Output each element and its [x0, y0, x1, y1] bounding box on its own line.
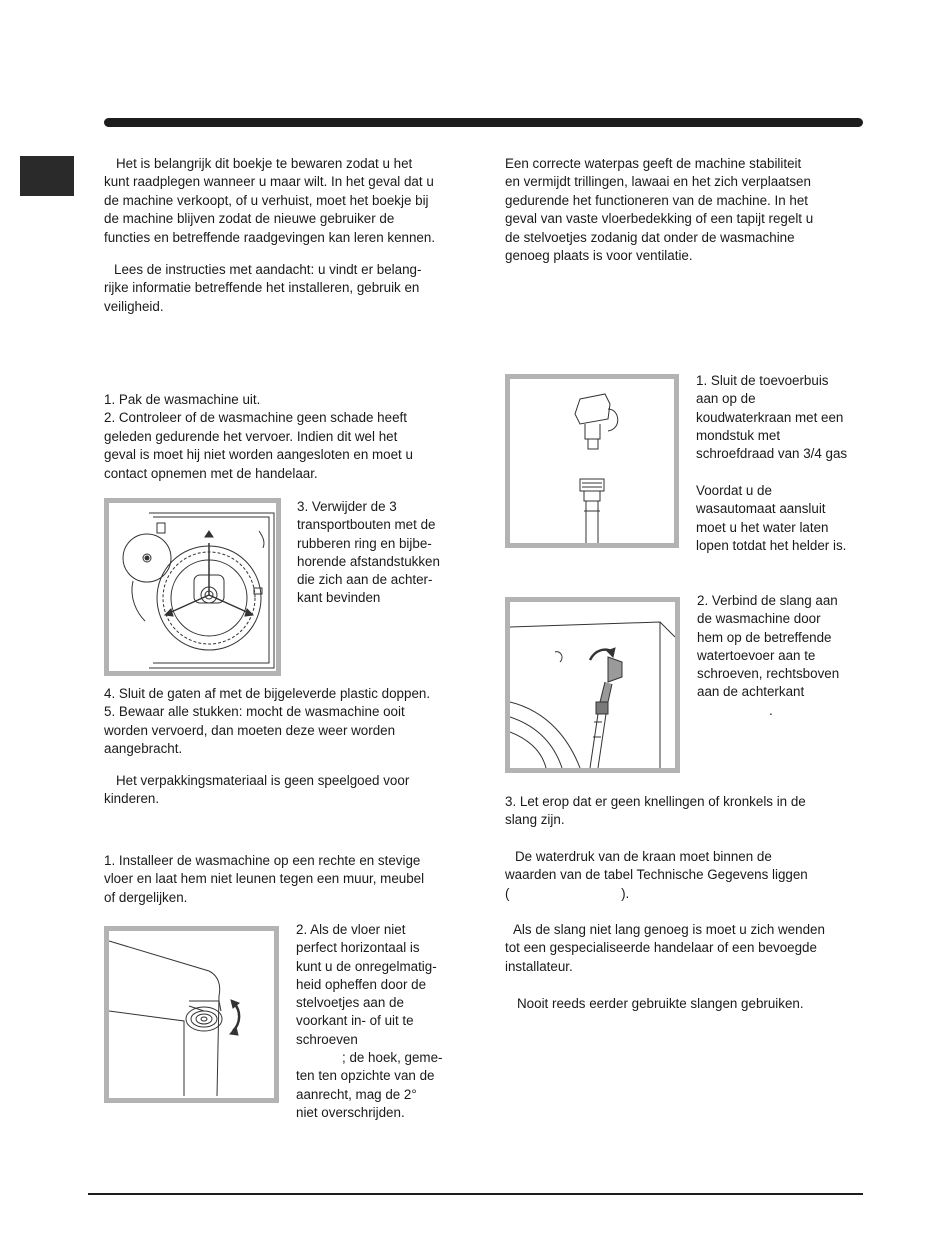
packaging-warning: Het verpakkingsmateriaal is geen speelgoed voor kinderen.	[104, 773, 410, 807]
tap-connector-figure	[505, 374, 679, 548]
language-tab-marker	[20, 156, 74, 196]
intro-paragraph-2: Lees de instructies met aandacht: u vindt er belang- rijke informatie betreffende het installeren, gebruik en veiligheid.	[104, 262, 422, 314]
rear-view-figure	[104, 498, 281, 676]
intro-paragraph-1: Het is belangrijk dit boekje te bewaren zodat u het kunt raadplegen wanneer u maar wilt. In het geval dat u de machine verkoopt, of u verhuist, moet het boekje bij de machine blijven zodat de nieuwe gebruiker de functies en betreffende raadgevingen kan leren kennen.	[104, 156, 436, 245]
header-rule	[104, 118, 863, 127]
unpacking-steps: 1. Pak de wasmachine uit. 2. Controleer of de wasmachine geen schade heeft geleden gedurende het vervoer. Indien dit wel het geval is moet hij niet worden aangesloten en moet u contact opnemen met de handelaar.	[104, 392, 413, 481]
water-pressure-note: De waterdruk van de kraan moet binnen de waarden van de tabel Technische Gegevens liggen ( ).	[505, 849, 808, 901]
hose-connection-figure	[505, 597, 680, 773]
water-step-3: 3. Let erop dat er geen knellingen of kronkels in de slang zijn.	[505, 794, 806, 828]
tap-connector-illustration	[510, 379, 674, 543]
water-step-1: 1. Sluit de toevoerbuis aan op de koudwaterkraan met een mondstuk met schroefdraad van 3/4 gas	[696, 373, 848, 462]
used-hoses-warning: Nooit reeds eerder gebruikte slangen gebruiken.	[517, 996, 804, 1011]
steps-4-5: 4. Sluit de gaten af met de bijgeleverde plastic doppen. 5. Bewaar alle stukken: mocht de wasmachine ooit worden vervoerd, dan moeten deze weer worden aangebracht.	[104, 686, 431, 757]
water-step-2: 2. Verbind de slang aan de wasmachine door hem op de betreffende watertoevoer aan te schroeven, rechtsboven aan de achterkant .	[697, 593, 840, 718]
leveling-intro: Een correcte waterpas geeft de machine stabiliteit en vermijdt trillingen, lawaai en het zich verplaatsen gedurende het functioneren van de machine. In het geval van vaste vloerbedekking of een tapijt regelt u de stelvoetjes zodanig dat onder de wasmachine genoeg plaats is voor ventilatie.	[505, 156, 814, 264]
hose-length-note: Als de slang niet lang genoeg is moet u zich wenden tot een gespecialiseerde handelaar of een bevoegde installateur.	[505, 922, 825, 974]
adjustable-foot-figure	[104, 926, 279, 1103]
leveling-foot-illustration	[109, 931, 274, 1098]
step-3-remove-bolts: 3. Verwijder de 3 transportbouten met de rubberen ring en bijbe- horende afstandstukken die zich aan de achter- kant bevinden	[297, 499, 440, 606]
water-step-1-note: Voordat u de wasautomaat aansluit moet u het water laten lopen totdat het helder is.	[696, 483, 847, 553]
leveling-step-1: 1. Installeer de wasmachine op een rechte en stevige vloer en laat hem niet leunen tegen een muur, meubel of dergelijken.	[104, 853, 425, 905]
leveling-step-2: 2. Als de vloer niet perfect horizontaal is kunt u de onregelmatig- heid opheffen door de stelvoetjes aan de voorkant in- of uit te schroeven ; de hoek, geme- ten ten opzichte van de aanrecht, mag de 2° niet overschrijden.	[296, 922, 443, 1120]
hose-connection-illustration	[510, 602, 675, 768]
footer-rule	[88, 1193, 863, 1195]
washing-machine-rear-illustration	[109, 503, 276, 671]
